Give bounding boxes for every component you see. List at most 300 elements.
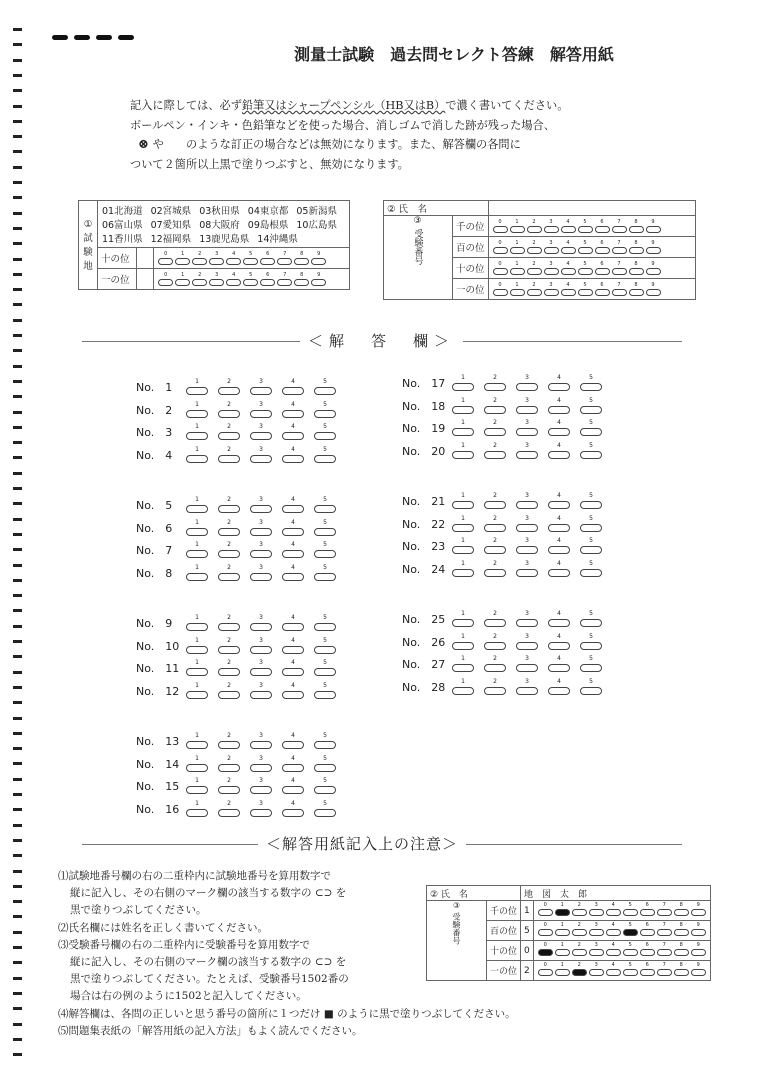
mark-bubble[interactable]	[589, 902, 604, 916]
answer-bubble[interactable]	[282, 799, 304, 817]
prefecture-list	[98, 201, 350, 248]
answer-bubble[interactable]	[186, 496, 208, 513]
answer-bubble[interactable]	[218, 681, 240, 699]
answer-bubble[interactable]	[314, 777, 336, 794]
mark-bubble[interactable]	[629, 260, 644, 275]
answer-bubble[interactable]	[218, 400, 240, 418]
bubble-digit: 5	[583, 260, 587, 267]
choice-number: 3	[259, 777, 263, 784]
invalid-mark-icon: ⊗	[138, 137, 149, 152]
answer-row	[402, 487, 612, 509]
mark-bubble[interactable]	[538, 962, 553, 976]
answer-bubble[interactable]	[250, 732, 272, 749]
answer-bubble[interactable]	[186, 681, 208, 699]
answer-bubble[interactable]	[548, 559, 570, 577]
answer-bubble[interactable]	[314, 563, 336, 581]
site-digit-input[interactable]	[137, 248, 154, 269]
answer-bubble[interactable]	[484, 655, 506, 672]
mark-bubble[interactable]	[572, 922, 587, 936]
mark-bubble[interactable]	[527, 218, 542, 233]
answer-bubble[interactable]	[250, 659, 272, 676]
choice-number: 3	[525, 537, 529, 544]
timing-mark	[13, 150, 22, 153]
answer-bubble[interactable]	[484, 514, 506, 532]
answer-bubble[interactable]	[282, 636, 304, 654]
mark-bubble[interactable]	[623, 942, 638, 956]
mark-bubble[interactable]	[243, 271, 258, 286]
mark-bubble[interactable]	[243, 250, 258, 265]
timing-mark	[13, 380, 22, 383]
name-field[interactable]	[488, 201, 695, 216]
choice-number: 1	[195, 563, 199, 571]
timing-mark	[13, 854, 22, 857]
mark-bubble[interactable]	[294, 271, 309, 286]
mark-bubble[interactable]	[657, 942, 672, 956]
answer-bubble[interactable]	[314, 541, 336, 558]
answer-bubble[interactable]	[516, 559, 538, 577]
answer-bubble[interactable]	[580, 677, 602, 695]
answer-bubble[interactable]	[580, 514, 602, 532]
timing-mark	[13, 74, 22, 77]
answer-bubble[interactable]	[548, 441, 570, 459]
answer-bubble[interactable]	[452, 632, 474, 650]
answer-bubble[interactable]	[186, 799, 208, 817]
mark-bubble[interactable]	[640, 902, 655, 916]
answer-bubble[interactable]	[186, 378, 208, 395]
answer-bubble[interactable]	[186, 614, 208, 631]
question-number: No. 13	[136, 735, 180, 748]
answer-bubble[interactable]	[186, 518, 208, 536]
mark-bubble[interactable]	[640, 922, 655, 936]
answer-bubble[interactable]	[548, 632, 570, 650]
answer-bubble[interactable]	[250, 496, 272, 513]
answer-bubble[interactable]	[452, 677, 474, 695]
answer-bubble[interactable]	[580, 396, 602, 414]
mark-bubble[interactable]	[555, 962, 570, 976]
answer-bubble[interactable]	[516, 419, 538, 436]
choice-number: 5	[589, 441, 593, 449]
answer-bubble[interactable]	[250, 445, 272, 463]
choice-number: 1	[195, 541, 199, 548]
choice-number: 1	[461, 374, 465, 381]
answer-bubble[interactable]	[218, 636, 240, 654]
mark-bubble[interactable]	[555, 922, 570, 936]
mark-bubble[interactable]	[158, 271, 173, 286]
bubble-digit: 5	[249, 271, 253, 278]
answer-bubble[interactable]	[452, 374, 474, 391]
mark-bubble[interactable]	[606, 962, 621, 976]
mark-bubble[interactable]	[510, 239, 525, 254]
mark-bubble[interactable]	[555, 942, 570, 956]
answer-row	[136, 373, 346, 395]
answer-bubble[interactable]	[282, 518, 304, 536]
answer-bubble[interactable]	[548, 537, 570, 554]
answer-bubble[interactable]	[580, 492, 602, 509]
mark-bubble[interactable]	[606, 902, 621, 916]
mark-bubble[interactable]	[510, 281, 525, 296]
choice-number: 2	[493, 492, 497, 499]
answer-bubble[interactable]	[580, 441, 602, 459]
answer-row	[136, 654, 346, 676]
answer-bubble[interactable]	[250, 754, 272, 772]
answer-bubble[interactable]	[218, 614, 240, 631]
answer-bubble[interactable]	[186, 541, 208, 558]
answer-bubble[interactable]	[484, 559, 506, 577]
answer-bubble[interactable]	[218, 518, 240, 536]
answer-bubble[interactable]	[282, 732, 304, 749]
answer-bubble[interactable]	[250, 636, 272, 654]
mark-bubble[interactable]	[606, 942, 621, 956]
choice-number: 1	[461, 655, 465, 662]
bubble-digit: 4	[566, 260, 570, 267]
mark-bubble[interactable]	[538, 922, 553, 936]
answer-bubble[interactable]	[250, 541, 272, 558]
answer-bubble[interactable]	[516, 396, 538, 414]
answer-bubble[interactable]	[314, 378, 336, 395]
choice-number: 3	[525, 632, 529, 640]
choice-number: 1	[461, 632, 465, 640]
answer-bubble[interactable]	[250, 378, 272, 395]
example-box	[426, 885, 711, 981]
mark-bubble[interactable]	[691, 902, 706, 916]
mark-bubble[interactable]	[175, 271, 190, 286]
mark-bubble[interactable]	[493, 281, 508, 296]
choice-number: 4	[557, 632, 561, 640]
answer-bubble[interactable]	[452, 396, 474, 414]
choice-number: 2	[227, 681, 231, 689]
answer-bubble[interactable]	[282, 378, 304, 395]
answer-bubble[interactable]	[452, 655, 474, 672]
answer-bubble[interactable]	[218, 777, 240, 794]
answer-bubble[interactable]	[282, 659, 304, 676]
answer-bubble[interactable]	[218, 445, 240, 463]
choice-number: 4	[291, 400, 295, 408]
mark-bubble[interactable]	[578, 281, 593, 296]
bubble-digit: 6	[645, 962, 649, 968]
answer-bubble[interactable]	[580, 610, 602, 627]
question-number: No. 18	[402, 399, 446, 413]
answer-bubble[interactable]	[516, 492, 538, 509]
mark-bubble[interactable]	[589, 962, 604, 976]
mark-bubble[interactable]	[561, 218, 576, 233]
mark-bubble[interactable]	[277, 250, 292, 265]
answer-bubble[interactable]	[282, 614, 304, 631]
answer-bubble[interactable]	[452, 419, 474, 436]
answer-bubble[interactable]	[484, 374, 506, 391]
answer-bubble[interactable]	[250, 614, 272, 631]
mark-bubble[interactable]	[493, 260, 508, 275]
answer-bubble[interactable]	[516, 537, 538, 554]
mark-bubble[interactable]	[277, 271, 292, 286]
mark-bubble[interactable]	[612, 281, 627, 296]
answer-bubble[interactable]	[186, 563, 208, 581]
choice-number: 4	[291, 636, 295, 644]
answer-bubble[interactable]	[282, 445, 304, 463]
mark-bubble[interactable]	[646, 218, 661, 233]
mark-bubble[interactable]	[544, 239, 559, 254]
answer-bubble[interactable]	[282, 496, 304, 513]
site-digit-input[interactable]	[137, 269, 154, 290]
timing-mark	[13, 609, 22, 612]
answer-bubble[interactable]	[250, 777, 272, 794]
answer-bubble[interactable]	[516, 610, 538, 627]
answer-bubble[interactable]	[452, 610, 474, 627]
answer-bubble[interactable]	[516, 655, 538, 672]
mark-bubble[interactable]	[674, 942, 689, 956]
choice-number: 5	[589, 559, 593, 567]
answer-bubble[interactable]	[548, 492, 570, 509]
answer-bubble[interactable]	[484, 632, 506, 650]
mark-bubble[interactable]	[209, 271, 224, 286]
answer-bubble[interactable]	[314, 636, 336, 654]
answer-bubble[interactable]	[186, 732, 208, 749]
choice-number: 5	[323, 754, 327, 762]
mark-bubble[interactable]	[657, 962, 672, 976]
answer-bubble[interactable]	[250, 518, 272, 536]
answer-bubble[interactable]	[484, 492, 506, 509]
answer-bubble[interactable]	[516, 677, 538, 695]
answer-bubble[interactable]	[548, 655, 570, 672]
answer-bubble[interactable]	[314, 400, 336, 418]
mark-bubble[interactable]	[589, 922, 604, 936]
mark-bubble[interactable]	[226, 250, 241, 265]
mark-bubble[interactable]	[493, 239, 508, 254]
answer-bubble[interactable]	[484, 396, 506, 414]
mark-bubble[interactable]	[294, 250, 309, 265]
mark-bubble[interactable]	[606, 922, 621, 936]
mark-bubble[interactable]	[527, 239, 542, 254]
mark-bubble[interactable]	[527, 260, 542, 275]
mark-bubble[interactable]	[578, 239, 593, 254]
mark-bubble[interactable]	[674, 922, 689, 936]
answer-bubble[interactable]	[218, 799, 240, 817]
mark-bubble[interactable]	[640, 942, 655, 956]
answer-bubble[interactable]	[186, 445, 208, 463]
answer-bubble[interactable]	[314, 423, 336, 440]
bubble-digit: 1	[181, 250, 185, 257]
mark-bubble[interactable]	[175, 250, 190, 265]
answer-bubble[interactable]	[250, 681, 272, 699]
answer-bubble[interactable]	[484, 677, 506, 695]
answer-bubble[interactable]	[282, 754, 304, 772]
mark-bubble[interactable]	[589, 942, 604, 956]
answer-row	[402, 510, 612, 532]
answer-bubble[interactable]	[314, 681, 336, 699]
answer-bubble[interactable]	[218, 496, 240, 513]
mark-bubble[interactable]	[674, 902, 689, 916]
answer-bubble[interactable]	[484, 419, 506, 436]
answer-bubble[interactable]	[516, 374, 538, 391]
mark-bubble[interactable]	[510, 218, 525, 233]
answer-bubble[interactable]	[250, 563, 272, 581]
choice-number: 4	[291, 496, 295, 503]
mark-bubble[interactable]	[209, 250, 224, 265]
bubble-digit: 4	[611, 962, 615, 968]
answer-bubble[interactable]	[218, 541, 240, 558]
answer-row	[402, 673, 612, 695]
choice-number: 4	[291, 777, 295, 784]
answer-bubble[interactable]	[314, 518, 336, 536]
timing-mark	[13, 334, 22, 337]
mark-bubble[interactable]	[612, 239, 627, 254]
choice-number: 3	[259, 541, 263, 548]
bubble-digit: 5	[628, 902, 632, 908]
answer-bubble[interactable]	[580, 374, 602, 391]
timing-mark	[13, 242, 22, 245]
answer-bubble[interactable]	[452, 559, 474, 577]
answer-bubble[interactable]	[516, 441, 538, 459]
answer-bubble[interactable]	[186, 400, 208, 418]
answer-bubble[interactable]	[314, 614, 336, 631]
mark-bubble[interactable]	[674, 962, 689, 976]
mark-bubble[interactable]	[561, 260, 576, 275]
mark-bubble[interactable]	[544, 218, 559, 233]
answer-bubble[interactable]	[548, 677, 570, 695]
mark-bubble[interactable]	[544, 281, 559, 296]
answer-bubble[interactable]	[250, 400, 272, 418]
bubble-digit: 3	[594, 902, 598, 908]
answer-bubble[interactable]	[548, 419, 570, 436]
answer-bubble[interactable]	[218, 754, 240, 772]
mark-bubble[interactable]	[510, 260, 525, 275]
mark-bubble[interactable]	[561, 281, 576, 296]
mark-bubble[interactable]	[623, 922, 638, 936]
answer-bubble[interactable]	[452, 492, 474, 509]
answer-row	[402, 532, 612, 554]
answer-bubble[interactable]	[218, 423, 240, 440]
mark-bubble[interactable]	[493, 218, 508, 233]
answer-bubble[interactable]	[548, 374, 570, 391]
answer-bubble[interactable]	[548, 396, 570, 414]
mark-bubble[interactable]	[612, 218, 627, 233]
answer-bubble[interactable]	[580, 632, 602, 650]
answer-bubble[interactable]	[516, 632, 538, 650]
choice-number: 3	[259, 496, 263, 503]
timing-mark	[13, 487, 22, 490]
timing-mark	[13, 992, 22, 995]
mark-bubble[interactable]	[691, 942, 706, 956]
mark-bubble[interactable]	[260, 250, 275, 265]
answer-bubble[interactable]	[282, 681, 304, 699]
answer-bubble[interactable]	[282, 400, 304, 418]
answer-bubble[interactable]	[484, 610, 506, 627]
mark-bubble[interactable]	[260, 271, 275, 286]
answer-bubble[interactable]	[250, 799, 272, 817]
mark-bubble[interactable]	[538, 902, 553, 916]
answer-bubble[interactable]	[218, 732, 240, 749]
answer-bubble[interactable]	[548, 514, 570, 532]
mark-bubble[interactable]	[572, 942, 587, 956]
answer-bubble[interactable]	[314, 732, 336, 749]
answer-bubble[interactable]	[580, 559, 602, 577]
mark-bubble[interactable]	[657, 902, 672, 916]
mark-bubble[interactable]	[311, 250, 326, 265]
answer-bubble[interactable]	[186, 777, 208, 794]
mark-bubble[interactable]	[629, 239, 644, 254]
answer-bubble[interactable]	[452, 537, 474, 554]
mark-bubble[interactable]	[640, 962, 655, 976]
mark-bubble[interactable]	[612, 260, 627, 275]
mark-bubble[interactable]	[192, 250, 207, 265]
answer-bubble[interactable]	[580, 419, 602, 436]
mark-bubble[interactable]	[595, 260, 610, 275]
mark-bubble[interactable]	[311, 271, 326, 286]
answer-bubble[interactable]	[314, 445, 336, 463]
mark-bubble[interactable]	[595, 281, 610, 296]
choice-number: 4	[557, 419, 561, 426]
mark-bubble[interactable]	[192, 271, 207, 286]
mark-bubble[interactable]	[544, 260, 559, 275]
answer-bubble[interactable]	[282, 563, 304, 581]
answer-bubble[interactable]	[580, 537, 602, 554]
answer-bubble[interactable]	[484, 537, 506, 554]
bubble-digit: 2	[532, 260, 536, 267]
mark-bubble[interactable]	[158, 250, 173, 265]
choice-number: 2	[227, 518, 231, 526]
mark-bubble[interactable]	[578, 218, 593, 233]
answer-bubble[interactable]	[314, 496, 336, 513]
mark-bubble[interactable]	[657, 922, 672, 936]
bubble-digit: 5	[628, 962, 632, 968]
mark-bubble[interactable]	[646, 239, 661, 254]
mark-bubble[interactable]	[572, 962, 587, 976]
mark-bubble[interactable]	[629, 281, 644, 296]
answer-bubble[interactable]	[452, 441, 474, 459]
answer-bubble[interactable]	[186, 754, 208, 772]
mark-bubble[interactable]	[629, 218, 644, 233]
intro-line1-c: で濃く書いてください。	[445, 99, 569, 112]
answer-bubble[interactable]	[282, 541, 304, 558]
answer-bubble[interactable]	[314, 659, 336, 676]
mark-bubble[interactable]	[595, 239, 610, 254]
answer-bubble[interactable]	[314, 754, 336, 772]
answer-bubble[interactable]	[218, 659, 240, 676]
answer-bubble[interactable]	[218, 563, 240, 581]
answer-bubble[interactable]	[314, 799, 336, 817]
mark-bubble[interactable]	[555, 902, 570, 916]
answer-bubble[interactable]	[186, 659, 208, 676]
answer-bubble[interactable]	[484, 441, 506, 459]
mark-bubble[interactable]	[623, 962, 638, 976]
question-number: No. 3	[136, 426, 173, 439]
answer-bubble[interactable]	[186, 423, 208, 440]
mark-bubble[interactable]	[623, 902, 638, 916]
timing-mark	[13, 671, 22, 674]
answer-bubble[interactable]	[282, 423, 304, 440]
mark-bubble[interactable]	[561, 239, 576, 254]
mark-bubble[interactable]	[646, 260, 661, 275]
mark-bubble[interactable]	[646, 281, 661, 296]
answer-bubble[interactable]	[548, 610, 570, 627]
bubble-digit: 4	[566, 218, 570, 225]
mark-bubble[interactable]	[572, 902, 587, 916]
timing-mark	[13, 288, 22, 291]
answer-bubble[interactable]	[580, 655, 602, 672]
answer-bubble[interactable]	[218, 378, 240, 395]
mark-bubble[interactable]	[578, 260, 593, 275]
mark-bubble[interactable]	[226, 271, 241, 286]
mark-bubble[interactable]	[691, 962, 706, 976]
answer-bubble[interactable]	[452, 514, 474, 532]
mark-bubble[interactable]	[595, 218, 610, 233]
answer-bubble[interactable]	[186, 636, 208, 654]
mark-bubble[interactable]	[691, 922, 706, 936]
mark-bubble[interactable]	[527, 281, 542, 296]
mark-bubble[interactable]	[538, 942, 553, 956]
answer-bubble[interactable]	[516, 514, 538, 532]
answer-bubble[interactable]	[250, 423, 272, 440]
answer-bubble[interactable]	[282, 777, 304, 794]
